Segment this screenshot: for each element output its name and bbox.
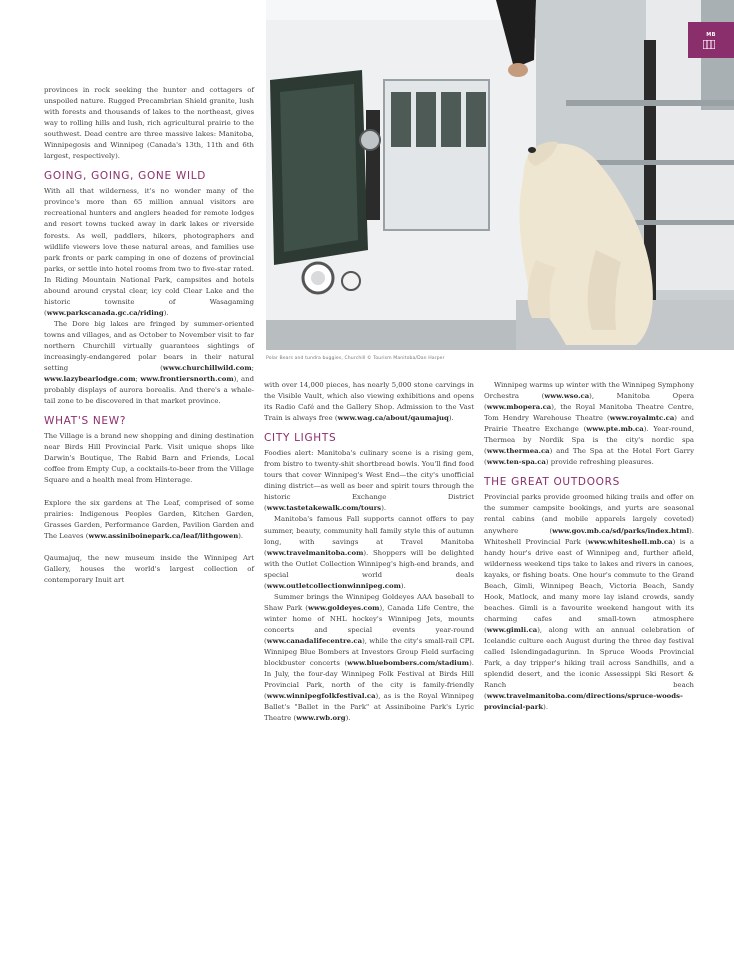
paragraph: Foodies alert: Manitoba's culinary scene is a rising gem, from bistro to twenty-shit shortbread bowls. You'll find food tours that cover Winnipeg's West End—the city's unofficial dining district—as well as beer and spirit tours through the historic Exchange District (www.tastetakewalk.com/tours). [264, 449, 474, 513]
paragraph: with over 14,000 pieces, has nearly 5,000 stone carvings in the Visible Vault, which also viewing exhibitions and opens its Radio Café and the Gallery Shop. Admission to the Vast Train is always free (www.wag.ca/about/qaumajuq). [264, 381, 474, 423]
map-icon [703, 40, 715, 49]
section-heading-great-outdoors: THE GREAT OUTDOORS [484, 476, 621, 489]
paragraph: Winnipeg warms up winter with the Winnipeg Symphony Orchestra (www.wso.ca), Manitoba Opera (www.mbopera.ca), the Royal Manitoba Theatre Centre, Tom Hendry Warehouse Theatre (www.royalmtc.ca) and Prairie Theatre Exchange (www.pte.mb.ca). Year-round, Thermea by Nordik Spa is the city's nordic spa (www.thermea.ca) and The Spa at the Hotel Fort Garry (www.ten-spa.ca) provide refreshing pleasures. [484, 381, 695, 467]
link[interactable]: www.canadalifecentre.ca [266, 636, 363, 645]
paragraph: With all that wilderness, it's no wonder many of the province's more than 65 million annual visitors are recreational hunters and anglers headed for remote lodges and resort towns tucked away in dark lakes or riverside forests. As well, paddlers, hikers, photographers and wildlife viewers love these natural areas, and families use park fronts or park camping in one of dozens of provincial parks, or settle into hotel rooms from two to five-star rated. In Riding Mountain National Park, campsites and hotels abound around crystal clear, icy cold Clear Lake and the historic townsite of Wasagaming (www.parkscanada.gc.ca/riding). [44, 187, 254, 317]
polar-bear-tundra-buggy-photo [266, 0, 734, 350]
photo-illustration [266, 0, 734, 350]
link[interactable]: www.frontiersnorth.com [140, 375, 234, 384]
link[interactable]: www.lazybearlodge.com [44, 375, 136, 384]
link[interactable]: www.gov.mb.ca/sd/parks/index.html [552, 526, 690, 535]
link[interactable]: www.rwb.org [296, 714, 346, 723]
link[interactable]: www.assiniboinepark.ca/leaf/lithgowen [88, 531, 239, 540]
link[interactable]: www.outletcollectionwinnipeg.com [266, 581, 401, 590]
paragraph: Summer brings the Winnipeg Goldeyes AAA baseball to Shaw Park (www.goldeyes.com), Canada Life Centre, the winter home of NHL hockey's Winnipeg Jets, mounts concerts and special events year-round (www.canadalifecentre.ca), while the city's small-rail CPL Winnipeg Blue Bombers at Investors Group Field surfacing blockbuster concerts (www.bluebombers.com/stadium). In July, the four-day Winnipeg Folk Festival at Birds Hill Provincial Park, north of the city is family-friendly (www.winnipegfolkfestival.ca), as is the Royal Winnipeg Ballet's "Ballet in the Park" at Assiniboine Park's Lyric Theatre (www.rwb.org). [264, 592, 474, 723]
link[interactable]: www.bluebombers.com/stadium [347, 659, 470, 668]
link[interactable]: www.tastetakewalk.com/tours [266, 504, 382, 513]
section-heading-going-wild: GOING, GOING, GONE WILD [44, 170, 207, 183]
link[interactable]: www.travelmanitoba.com [266, 548, 364, 557]
link[interactable]: www.churchillwild.com [162, 364, 252, 373]
link[interactable]: www.thermea.ca [486, 447, 550, 456]
link[interactable]: www.wag.ca/about/qaumajuq [337, 414, 449, 423]
paragraph: The Village is a brand new shopping and dining destination near Birds Hill Provincial Park. Visit unique shops like Darwin's Boutique, The Rabid Barn and Friends, Local coffee from Empty Cup, a cocktails-to-beer from the Village Square and a health meal from Hinterage. [44, 432, 254, 485]
link[interactable]: www.gimli.ca [486, 625, 538, 634]
link[interactable]: www.royalmtc.ca [609, 414, 675, 423]
article-column-2 [264, 380, 474, 724]
paragraph: provinces in rock seeking the hunter and cottagers of unspoiled nature. Rugged Precambrian Shield granite, lush with forests and thousands of lakes to the northeast, gives way to rolling hills and lush, rich agricultural prairie to the southwest. Dead centre are three massive lakes: Manitoba, Winnipegosis and Winnipeg (Canada's 13th, 11th and 6th largest, respectively). [44, 86, 254, 161]
link[interactable]: www.pte.mb.ca [586, 425, 644, 434]
paragraph: The Dore big lakes are fringed by summer-oriented towns and villages, and as October to November visit to far northern Churchill virtually guarantees sightings of increasingly-endangered polar bears in their natural setting (www.churchillwild.com; www.lazybearlodge.com; www.frontiersnorth.com), and probably displays of aurora borealis. And there's a whale-tail zone to be discovered in that market province. [44, 319, 254, 406]
section-heading-whats-new: WHAT'S NEW? [44, 415, 127, 428]
paragraph: Explore the six gardens at The Leaf, comprised of some prairies: Indigenous Peoples Garden, Kitchen Garden, Grasses Garden, Performance Garden, Pavilion Garden and The Leaves (www.assiniboinepark.ca/leaf/lithgowen). [44, 498, 254, 540]
paragraph: Qaumajuq, the new museum inside the Winnipeg Art Gallery, houses the world's largest collection of contemporary Inuit art [44, 553, 254, 584]
link[interactable]: www.goldeyes.com [307, 603, 380, 612]
article-column-3 [484, 380, 694, 713]
section-heading-city-lights: CITY LIGHTS [264, 432, 337, 445]
paragraph: Manitoba's famous Fall supports cannot offers to pay summer, beauty, community hall family style this of autumn long, with savings at Travel Manitoba (www.travelmanitoba.com). Shoppers will be delighted with the Outlet Collection Winnipeg's high-end brands, and special world deals (www.outletcollectionwinnipeg.com). [264, 515, 474, 590]
link[interactable]: www.parkscanada.gc.ca/riding [46, 308, 164, 317]
link[interactable]: www.whiteshell.mb.ca [587, 537, 673, 546]
article-column-1 [44, 85, 254, 586]
link[interactable]: www.travelmanitoba.com/directions/spruce-woods-provincial-park [484, 692, 683, 712]
link[interactable]: www.winnipegfolkfestival.ca [266, 692, 376, 701]
link[interactable]: www.mbopera.ca [486, 403, 552, 412]
photo-caption: Polar Bears and tundra buggies, Churchill © Tourism Manitoba/Dan Harper [266, 356, 445, 361]
link[interactable]: www.wso.ca [544, 392, 590, 401]
section-tab [688, 22, 734, 58]
link[interactable]: www.ten-spa.ca [486, 458, 546, 467]
paragraph: Provincial parks provide groomed hiking trails and offer on the summer campsite bookings, and yurts are seasonal rental cabins (and mobile apparels largely coveted) anywhere (www.gov.mb.ca/sd/parks/index.html). Whiteshell Provincial Park (www.whiteshell.mb.ca) is a handy hour's drive east of Winnipeg and, further afield, wilderness weekend tips take to lakes and rivers in canoes, kayaks, or fishing boats. One hour's commute to the Grand Beach, Gimli, Winnipeg Beach, Victoria Beach, Sandy Hook, Matlock, and many more lay island crowds, sandy beaches. Gimli is a favourite weekend hangout with its charming cafes and small-town atmosphere (www.gimli.ca), along with an annual celebration of Icelandic culture each August during the three day festival called Islendingadagurinn. In Spruce Woods Provincial Park, a day tripper's hiking trail across Sandhills, and a splendid desert, and the iconic Assessippi Ski Resort & Ranch beach (www.travelmanitoba.com/directions/spruce-woods-provincial-park). [484, 493, 695, 712]
section-tab-label: MB [706, 32, 716, 38]
